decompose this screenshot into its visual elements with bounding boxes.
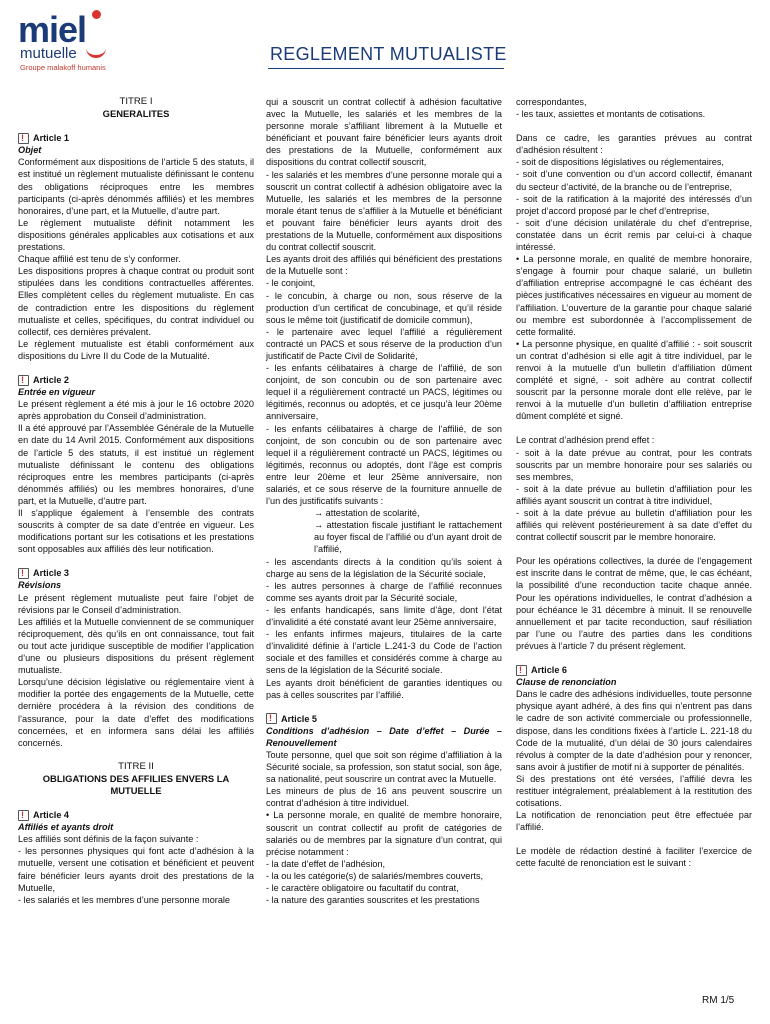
article-subtitle: Conditions d’adhésion – Date d’effet – Durée – Renouvellement xyxy=(266,725,502,748)
paragraph: - soit à la date prévue au bulletin d’affiliation pour les affiliés ayant souscrit un contrat à titre individuel, xyxy=(516,483,752,506)
paragraph: - la date d’effet de l’adhésion, xyxy=(266,858,386,869)
paragraph: Dans ce cadre, les garanties prévues au contrat d’adhésion résultent : xyxy=(516,133,752,156)
paragraph: - la ou les catégorie(s) de salariés/membres couverts, xyxy=(266,870,484,881)
warning-icon xyxy=(18,810,29,821)
article-label: Article 3 xyxy=(33,568,70,579)
paragraph: - le conjoint, xyxy=(266,278,316,289)
paragraph: Le règlement mutualiste est établi conformément aux dispositions du Livre II du Code de la Mutualité. xyxy=(18,338,254,361)
title-underline xyxy=(268,68,504,69)
spacer xyxy=(18,797,254,809)
logo-dot xyxy=(92,10,101,19)
indented-item: → attestation de scolarité, xyxy=(314,508,420,519)
paragraph: - les autres personnes à charge de l’affilié reconnues comme ses ayants droit par la Sécurité sociale, xyxy=(266,580,502,603)
indented-item: → attestation fiscale justifiant le rattachement au foyer fiscal de l’affilié ou d’un ayant droit de l’affilié, xyxy=(314,520,502,555)
article-heading xyxy=(18,132,254,144)
article-label: Article 2 xyxy=(33,374,70,385)
paragraph: Les dispositions propres à chaque contrat ou produit sont stipulées dans les conditions contractuelles afférentes. Elles complètent celles du règlement mutualiste. En cas de contradiction entre les dispositions du règlement mutualiste et celles, spécifiques, du contrat individuel ou collectif, ces dernières prévalent. xyxy=(18,266,254,337)
paragraph: Il s’applique également à l’ensemble des contrats souscrits à compter de sa date d’entrée en vigueur. Les modifications portant sur les cotisations et les prestations sont opposables aux affiliés dès leur notification. xyxy=(18,508,254,555)
warning-icon xyxy=(516,665,527,676)
paragraph: - soit de dispositions législatives ou réglementaires, xyxy=(516,157,724,168)
paragraph: Conformément aux dispositions de l’article 5 des statuts, il est institué un règlement mutualiste définissant le contenu des obligations réciproques entre les membres participants (ci-après dénommés affiliés) et les membres honoraires, d’une part, et la Mutuelle, d’autre part. xyxy=(18,157,254,216)
spacer xyxy=(18,749,254,761)
paragraph: - soit à la date prévue au bulletin d’affiliation pour les affiliés qui relèvent postérieurement à sa date d’effet du contrat collectif souscrit par le membre honoraire. xyxy=(516,508,752,543)
paragraph: Les ayants droit bénéficient de garanties identiques ou pas à celles souscrites par l’affilié. xyxy=(266,677,502,700)
paragraph: Le modèle de rédaction destiné à faciliter l’exercice de cette faculté de renonciation est le suivant : xyxy=(516,846,752,869)
logo-smile xyxy=(86,47,106,58)
paragraph: Il a été approuvé par l’Assemblée Générale de la Mutuelle en date du 14 Avril 2015. Conformément aux dispositions de l’article 5 des statuts, il est institué un règlement mutualiste définissant le contenu des obligations réciproques entre les membres participants (ci-après dénommés affiliés) ou les membres honoraires, d’une part, et la Mutuelle, d’autre part. xyxy=(18,423,254,506)
document-title: REGLEMENT MUTUALISTE xyxy=(270,44,507,64)
paragraph: Le présent règlement a été mis à jour le 16 octobre 2020 après approbation du Conseil d’administration. xyxy=(18,399,254,422)
paragraph: Si des prestations ont été versées, l’affilié devra les restituer intégralement, préalablement à la restitution des cotisations. xyxy=(516,773,752,809)
paragraph: - le partenaire avec lequel l’affilié a régulièrement contracté un PACS et sous réserve de la production d’un justificatif de Pacte Civil de Solidarité, xyxy=(266,326,502,361)
paragraph: Les mineurs de plus de 16 ans peuvent souscrire un contrat d’adhésion à titre individuel. xyxy=(266,786,502,809)
spacer xyxy=(516,652,752,664)
paragraph: - les enfants handicapés, sans limite d’âge, dont l’état d’invalidité a été constaté avant leur 25ème anniversaire, xyxy=(266,604,502,628)
paragraph: Les affiliés sont définis de la façon suivante : xyxy=(18,834,199,845)
paragraph: Pour les opérations collectives, la durée de l’engagement est inscrite dans le contrat de même, que, le cas échéant, la possibilité d’une reconduction tacite chaque année. Pour les opérations individuelles, le contrat d’adhésion a pour échéance le 31 décembre à minuit. Il se renouvelle annuellement et par tacite reconduction, sauf résiliation par l’une ou l’autre des parties dans les conditions prévues à l’article 7 du présent règlement. xyxy=(516,556,752,651)
article-heading xyxy=(266,713,502,725)
paragraph: La notification de renonciation peut être effectuée par l’affilié. xyxy=(516,810,752,833)
paragraph: Dans le cadre des adhésions individuelles, toute personne physique ayant adhéré, à des fins qui n’entrent pas dans le cadre de son activité commerciale ou professionnelle, dispose, dans les conditions fixées à l’article L. 221-18 du Code de la mutualité, d’un délai de 30 jours calendaires révolus à compter de la date d’adhésion pour y renoncer, sans avoir à justifier de motif ni à supporter de pénalités. xyxy=(516,689,752,772)
paragraph: Le contrat d’adhésion prend effet : xyxy=(516,435,655,446)
paragraph: - soit à la date prévue au contrat, pour les contrats souscrits par un membre honoraire pour ses salariés ou ses membres, xyxy=(516,447,752,482)
titre-label: TITRE II xyxy=(118,760,154,772)
paragraph: - la nature des garanties souscrites et les prestations xyxy=(266,895,480,906)
warning-icon xyxy=(18,375,29,386)
paragraph: - les salariés et les membres d’une personne morale xyxy=(18,894,231,905)
spacer xyxy=(266,701,502,713)
warning-icon xyxy=(266,713,277,724)
paragraph: - les enfants infirmes majeurs, titulaires de la carte d’invalidité définie à l’article L.241-3 du Code de l’action sociale et des familles et considérés comme à charge au sens de la législation de la Sécurité sociale. xyxy=(266,629,502,676)
paragraph: Les affiliés et la Mutuelle conviennent de se communiquer réciproquement, dès qu’ils en ont connaissance, tout fait ou tout acte juridique susceptible de modifier l’application d’une ou plusieurs dispositions du présent règlement mutualiste. xyxy=(18,616,254,676)
article-label: Article 1 xyxy=(33,133,70,144)
warning-icon xyxy=(18,568,29,579)
paragraph: Lorsqu’une décision législative ou réglementaire vient à modifier la portée des engagements de la Mutuelle, cette dernière procédera à la révision des conditions de l’assurance, pour la date d’effet des modifications concernées, et en informera sans délai les affiliés concernés. xyxy=(18,677,254,748)
paragraph: qui a souscrit un contrat collectif à adhésion facultative avec la Mutuelle, les salariés et les membres de la personne morale s’affiliant librement à la Mutuelle et bénéficiant et pouvant faire bénéficier leurs ayants droit des prestations de la Mutuelle, conformément aux dispositions du contrat collectif souscrit, xyxy=(266,97,502,168)
article-heading xyxy=(18,809,254,821)
paragraph: Les ayants droit des affiliés qui bénéficient des prestations de la Mutuelle sont : xyxy=(266,254,502,277)
spacer xyxy=(516,422,752,434)
article-label: Article 6 xyxy=(531,665,568,676)
paragraph: Chaque affilié est tenu de s’y conformer. xyxy=(18,254,181,265)
section-heading: OBLIGATIONS DES AFFILIES ENVERS LA MUTUELLE xyxy=(42,772,230,796)
page-number: RM 1/5 xyxy=(702,995,735,1006)
paragraph: Le présent règlement mutualiste peut faire l’objet de révisions par le Conseil d’administration. xyxy=(18,592,254,615)
spacer xyxy=(516,543,752,555)
logo-miel-text: miel xyxy=(18,9,87,50)
warning-icon xyxy=(18,133,29,144)
article-label: Article 4 xyxy=(33,810,70,821)
paragraph: • La personne physique, en qualité d’affilié : - soit souscrit un contrat d’adhésion si elle agit à titre individuel, par le renvoi à la mutuelle d’un bulletin d’affiliation dûment complété et signé, - soit adhère au contrat collectif souscrit par la personne morale dont elle relève, par le renvoi à la mutuelle d’un bulletin d’affiliation entreprise dûment complété et signé. xyxy=(516,338,752,422)
spacer xyxy=(516,833,752,845)
paragraph: - soit d’une décision unilatérale du chef d’entreprise, constatée dans un écrit remis par celui-ci à chaque intéressé. xyxy=(516,217,752,253)
paragraph: - les enfants célibataires à charge de l’affilié, de son conjoint, de son concubin ou de son partenaire avec lequel il a régulièrement contracté un PACS, légitimes ou légitimés, reconnus ou adoptés, dont l’âge est compris entre leur 20ème et leur 25ème anniversaire, non salariés, et ce sous réserve de la fourniture annuelle de l’un des justificatifs suivants : xyxy=(266,423,502,507)
paragraph: - le concubin, à charge ou non, sous réserve de la production d’un certificat de concubinage, et qu’il réside sous le même toit (justificatif de domicile commun), xyxy=(266,290,502,325)
titre-label: TITRE I xyxy=(119,96,153,107)
article-heading xyxy=(516,664,752,676)
logo-mutuelle-text: mutuelle xyxy=(20,45,77,62)
paragraph: Toute personne, quel que soit son régime d’affiliation à la Sécurité sociale, sa profession, son statut social, son âge, sa nationalité, peut souscrire un contrat avec la Mutuelle. xyxy=(266,749,502,785)
paragraph: • La personne morale, en qualité de membre honoraire, s’engage à fournir pour chaque salarié, un bulletin d’affiliation entreprise accompagné le cas échéant des pièces justificatives nécessaires en vigueur au moment de l’affiliation. L’ouverture de la garantie pour chaque salarié ou membre est subordonnée à l’accomplissement de cette formalité. xyxy=(516,254,752,337)
article-label: Article 5 xyxy=(281,713,318,724)
article-heading xyxy=(18,567,254,579)
paragraph: - les taux, assiettes et montants de cotisations. xyxy=(516,109,706,120)
paragraph: - soit de la ratification à la majorité des intéressés d’un projet d’accord proposé par le chef d’entreprise, xyxy=(516,193,752,216)
paragraph: Le règlement mutualiste définit notamment les dispositions générales applicables aux cotisations et aux prestations. xyxy=(18,217,254,253)
paragraph: - les salariés et les membres d’une personne morale qui a souscrit un contrat collectif à adhésion obligatoire avec la Mutuelle, les salariés et les membres de la personne morale étant tenus de s’affilier à la Mutuelle et bénéficiant et pouvant faire bénéficier leurs ayants droit des prestations de la Mutuelle, conformément aux dispositions du contrat collectif souscrit. xyxy=(266,169,502,253)
article-heading xyxy=(18,374,254,386)
paragraph: - les enfants célibataires à charge de l’affilié, de son conjoint, de son concubin ou de son partenaire avec lequel il a régulièrement contracté un PACS, légitimes ou légitimés, reconnus ou adoptés, et ce jusqu’à leur 20ème anniversaire, xyxy=(266,363,502,422)
article-subtitle: Révisions xyxy=(18,580,62,591)
article-subtitle: Entrée en vigueur xyxy=(18,387,96,398)
paragraph: - les personnes physiques qui font acte d’adhésion à la mutuelle, versent une cotisation et bénéficient et peuvent faire bénéficier leurs ayants droit des prestations de la Mutuelle, xyxy=(18,846,254,893)
miel-mutuelle-logo xyxy=(18,9,138,74)
spacer xyxy=(18,120,254,132)
column-3 xyxy=(516,96,752,870)
article-subtitle: Clause de renonciation xyxy=(516,677,617,688)
paragraph: - le caractère obligatoire ou facultatif du contrat, xyxy=(266,883,459,893)
column-2 xyxy=(266,96,502,906)
paragraph: - les ascendants directs à la condition qu’ils soient à charge au sens de la législation de la Sécurité sociale, xyxy=(266,556,502,579)
article-subtitle: Objet xyxy=(18,145,42,156)
logo-groupe-text: Groupe malakoff humanis xyxy=(20,63,106,72)
paragraph: - soit d’une convention ou d’un accord collectif, émanant du secteur d’activité, de la branche ou de l’entreprise, xyxy=(516,169,752,192)
paragraph: • La personne morale, en qualité de membre honoraire, souscrit un contrat collectif au profit de catégories de salariés ou de membres par la signature d’un contrat, qui précise notamment : xyxy=(266,810,502,857)
spacer xyxy=(516,120,752,132)
spacer xyxy=(18,555,254,567)
spacer xyxy=(18,362,254,374)
paragraph: correspondantes, xyxy=(516,97,587,107)
column-1 xyxy=(18,96,254,906)
section-heading: GENERALITES xyxy=(102,108,170,120)
article-subtitle: Affiliés et ayants droit xyxy=(18,822,114,833)
